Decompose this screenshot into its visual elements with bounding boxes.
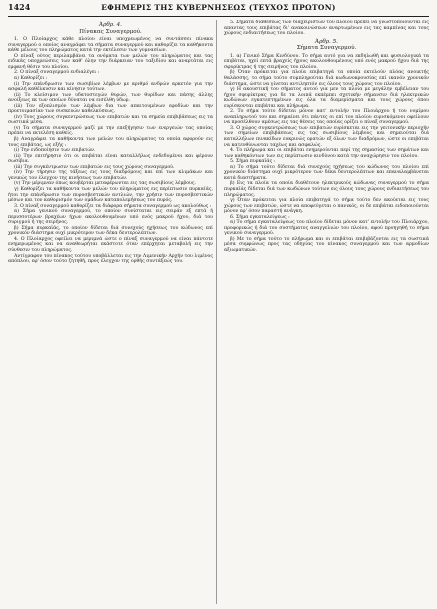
right-paragraphs <box>224 54 429 254</box>
left-paragraphs <box>8 37 213 264</box>
paragraph: (ii) Την επιτήρησιν ότι οι επιβάται είναι καταλλήλως ενδεδυμένοι και φέρουν σωσίβια. <box>8 153 213 165</box>
paragraph: β) Με το σήμα τούτο το πλήρωμα και οι επιβάται επιβιβάζονται εις τα σωστικά μέσα συμφώνως προς τας οδηγίας του πίνακος συναγερμού και των αρμοδίων αξιωματικών. <box>224 236 429 253</box>
paragraph: (v) Την μέριμναν όπως κουβέρται μεταφέρωνται εις τας σωσιβίους λέμβους. <box>14 181 197 187</box>
paragraph: Αντίγραφον του πίνακος τούτου υποβάλλεται εις την Λιμενικήν Αρχήν του λιμένος απόπλου, εφ' όσον τούτο ζητηθή, προς έλεγχον της ορθής συντάξεώς του. <box>8 253 213 265</box>
column-divider <box>216 20 217 604</box>
paragraph: 4. Το πλήρωμα και οι επιβάται ενημερούνται περί της σημασίας των σημάτων και των καθηκόντων των εις περίπτωσιν κινδύνου κατά την αναχώρησιν του πλοίου. <box>224 148 429 159</box>
article-title: Άρθρ. 5. <box>315 38 338 45</box>
page-header <box>8 2 429 17</box>
page-number: 1424 <box>8 2 31 12</box>
paragraph: Ο πίναξ ούτος περιλαμβάνει τα ονόματα των μελών του πληρώματος και τας ειδικάς υποχρεώσεις των καθ' όλην την διάρκειαν του ταξιδίου και αναρτάται εις εμφανή θέσιν του πλοίου. <box>8 53 213 70</box>
paragraph: γ) Όταν πρόκειται για πλοία επιβατηγά το σήμα τούτο δεν ακούεται εις τους χώρους των επιβατών, ώστε να αποφεύγεται ο πανικός, οι δε επιβάται ειδοποιούνται μόνον εφ' όσον παραστή ανάγκη. <box>224 198 429 215</box>
paragraph: 4. Ο Πλοίαρχος οφείλει να μεριμνά ώστε ο πίναξ συναγερμού να είναι πάντοτε ενημερωμένος και να αναθεωρήται εκάστοτε όταν επέρχηται μεταβολή εις την σύνθεσιν του πληρώματος. <box>8 236 213 253</box>
paragraph: α) Το σήμα τούτο δίδεται διά συνεχούς ηχήσεως του κώδωνος του πλοίου επί χρονικόν διάστημα ουχί μικρότερον των δέκα δευτερολέπτων και επαναλαμβάνεται κατά διαστήματα. <box>224 164 429 181</box>
paragraph: (iii) Τον εξοπλισμόν των λέμβων δια των απαιτουμένων εφοδίων και την προετοιμασίαν των συσκευών καθελκύσεως. <box>8 103 213 115</box>
paragraph: (iv) Τους χώρους συγκεντρώσεως των επιβατών και τα σημεία επιβιβάσεως εις τα σωστικά μέσα. <box>8 114 213 126</box>
article-title: Άρθρ. 4. <box>99 22 122 28</box>
paragraph: β) Αναγράφει τα καθήκοντα των μελών του πληρώματος τα οποία αφορούν εις τους επιβάτας, ως εξής : <box>8 137 213 148</box>
article-subtitle: Σήματα Συναγερμού. <box>296 45 357 52</box>
paragraph: (iv) Την τήρησιν της τάξεως εις τους διαδρόμους και επί των κλιμάκων και γενικώς τον έλεγχον της κινήσεως των επιβατών. <box>8 170 213 181</box>
right-intro-paragraphs <box>224 20 429 37</box>
paragraph: (i) Την επάνδρωσιν των σωσιβίων λέμβων με αριθμό ανδρών αρκετόν για την ασφαλή καθέλκυσιν και κίνησιν τούτων. <box>8 81 213 93</box>
paragraph: γ) Η ακουστική του σήματος αυτού για μεν τα πλοία με μεγάλην εμβέλειαν του ήχου σφυρίκτρας για δε τα λοιπά εκπέμπει σχετικήν σήμανσιν διά ηλεκτρικών κωδώνων εγκατεστημένων εις όλα τα διαμερίσματα και τους χώρους όπου ευρίσκονται επιβάται και πλήρωμα. <box>224 87 429 109</box>
right-column <box>224 20 429 604</box>
paragraph: (ii) Το κλείσιμον των υδατοστεγών θυρών, των θυρίδων και πάσης άλλης ανοίξεως εκ των οποίων δύναται να εισέλθη ύδωρ. <box>8 92 213 104</box>
paragraph: (iii) Την συγκέντρωσιν των επιβατών εις τους χώρους συναγερμού. <box>14 164 175 170</box>
paragraph: β) Σήμα πυρκαϊάς, το οποίον δίδεται διά συνεχούς ηχήσεως του κώδωνος επί χρονικόν διάστημα ουχί μικρότερον των δέκα δευτερολέπτων. <box>8 225 213 237</box>
gazette-title: ΕΦΗΜΕΡΙΣ ΤΗΣ ΚΥΒΕΡΝΗΣΕΩΣ (ΤΕΥΧΟΣ ΠΡΩΤΟΝ) <box>101 3 336 12</box>
paragraph: β) Όταν πρόκειται για πλοία επιβατηγά τα οποία εκτελούν πλόας ανοικτής θαλάσσης, το σήμα τούτο συμπληρούται διά κωδωνοκρουσίας επί ικανόν χρονικόν διάστημα, ώστε να γίνεται αντιληπτόν εις όλους τους χώρους του πλοίου. <box>224 70 429 87</box>
paragraph: α) Το σήμα εγκαταλείψεως του πλοίου δίδεται μόνον κατ' εντολήν του Πλοιάρχου, προφορικώς ή διά του συστήματος αναγγελιών του πλοίου, αφού προηγηθή το σήμα γενικού συναγερμού. <box>224 220 429 237</box>
paragraph: 2. Ο πίναξ συναγερμού ενδιαλέγει : <box>14 70 100 76</box>
left-column <box>8 20 213 604</box>
paragraph: 1. α) Γενικό Σήμα Κινδύνου. Το σήμα αυτό για να εκδηλωθή και φυσιολογικά τα επιβάται, ηχεί επτά βραχείς ήχους ακολουθουμένους υπό ενός μακρού ήχου διά της σφυρίκτρας ή της σειρήνος του πλοίου. <box>224 53 429 70</box>
paragraph: 3. Ο πίναξ συναγερμού καθορίζει τα διάφορα σήματα συναγερμού ως ακολούθως : <box>14 203 212 209</box>
article-subtitle: Πίνακας Συναγερμού. <box>79 28 142 35</box>
paragraph: α) Σήμα γενικού συναγερμού, το οποίον συνίσταται εις σειράν εξ επτά ή περισσοτέρων βραχέων ήχων ακολουθουμένων υπό ενός μακρού ήχου, διά του συριγμού ή της σειρήνος. <box>8 209 213 226</box>
paragraph: 1. Ο Πλοίαρχος κάθε πλοίου είναι υποχρεωμένος να συντάσσει πίνακα συναγερμού ο οποίος αναγράφει τα σήματα συναγερμού και καθορίζει τα καθήκοντα κάθε μέλους του πληρώματος κατά την εκτέλεσιν των γυμνασίων. <box>8 37 213 54</box>
paragraph: 3. Ο χώρος συγκεντρώσεως των επιβατών ευρίσκεται εις την γειτονικήν περιοχήν των σημείων επιβιβάσεως εις τας σωσιβίους λέμβους και σημειούται διά καταλλήλων πινακίδων ευκρινώς ορατών εξ όλων των διαδρόμων, ώστε οι επιβάται να κατευθύνωνται ταχέως και ασφαλώς. <box>224 125 429 148</box>
paragraph: γ) Καθορίζει τα καθήκοντα των μελών του πληρώματος εις περίπτωσιν πυρκαϊάς, ήτοι την επάνδρωσιν των πυροσβεστικών αντλιών, την χρήσιν των πυροσβεστικών μέσων και τον καθορισμόν των ομάδων καταπολεμήσεως του πυρός. <box>8 186 213 204</box>
paragraph: 5. Σήμα πυρκαϊάς : <box>230 159 276 165</box>
paragraph: α) Καθορίζει : <box>14 76 48 82</box>
paragraph: (i) Την ειδοποίησιν των επιβατών. <box>14 148 96 154</box>
paragraph: (v) Τα σήματα συναγερμού μαζί με την επεξήγησιν των ενεργειών τας οποίας πρέπει να εκτελέση καθείς. <box>8 125 213 137</box>
paragraph: 2. Το σήμα τούτο δίδεται μόνον κατ' εντολήν του Πλοιάρχου ή του νομίμου αναπληρωτού του και σημαίνει ότι πάντες οι επί του πλοίου ευρισκόμενοι οφείλουν να προσέλθουν αμέσως εις τας θέσεις τας οποίας ορίζει ο πίναξ συναγερμού. <box>224 109 429 126</box>
paragraph: 6. Σήμα εγκαταλείψεως : <box>230 214 290 220</box>
paragraph: 5. Σήματα διάθεσεως των διαχειριστών του πλοίου πρέπει να γνωστοποιούνται εις απαντας τους επιβάτας δι' ανακοινώσεων αναρτωμένων εις τας καμπίνας και τους χώρους ενδιαιτήσεως του πλοίου. <box>224 20 429 37</box>
paragraph: β) Εις τα πλοία τα οποία διαθέτουν ηλεκτρικούς κώδωνας συναγερμού το σήμα πυρκαϊάς δίδεται διά των κωδώνων τούτων εις όλους τους χώρους ενδιαιτήσεως του πληρώματος. <box>224 181 429 198</box>
